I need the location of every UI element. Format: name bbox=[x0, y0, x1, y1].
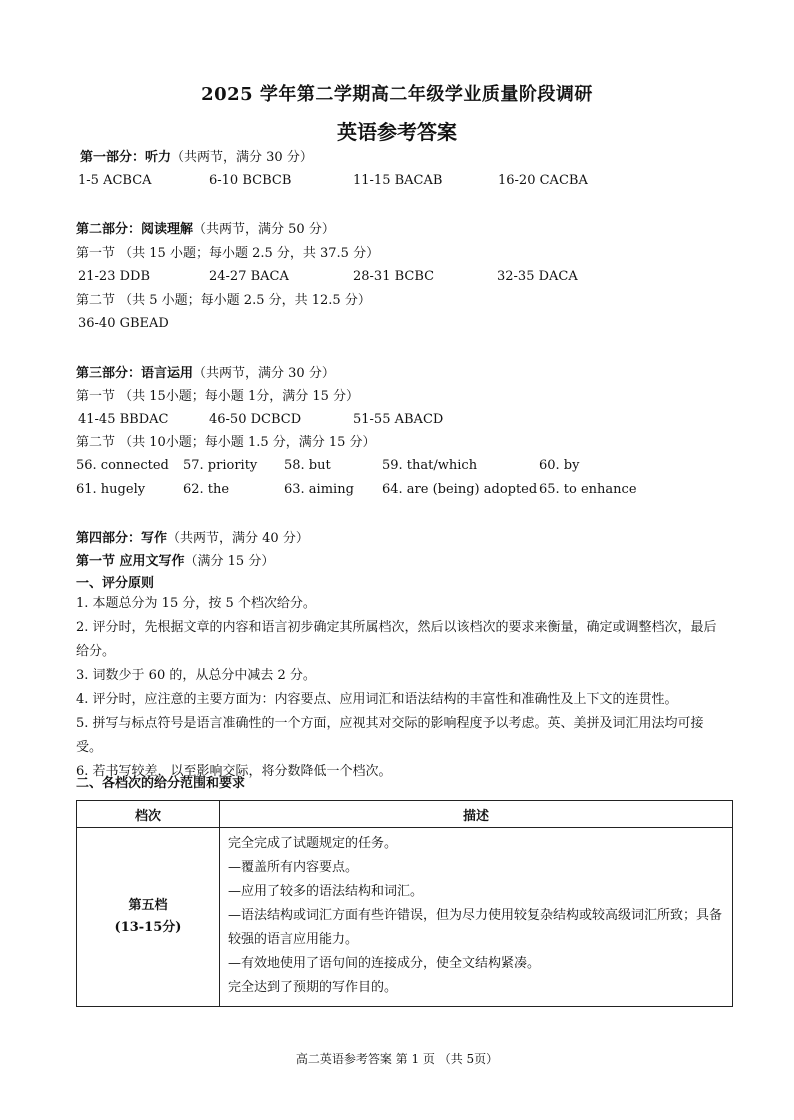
fill-answer: 61. hugely bbox=[76, 482, 146, 497]
level-name: 第五档 bbox=[128, 898, 168, 913]
document-title: 2025 学年第二学期高二年级学业质量阶段调研 bbox=[201, 84, 593, 105]
part1-note: （共两节，满分 30 分） bbox=[171, 150, 313, 165]
fill-answer: 64. are (being) adopted bbox=[382, 482, 538, 497]
part1-heading-line bbox=[80, 150, 313, 166]
answer-group: 6-10 BCBCB bbox=[209, 173, 292, 188]
description-cell bbox=[220, 828, 733, 1007]
part3-note: （共两节，满分 30 分） bbox=[193, 366, 335, 381]
description-line: —语法结构或词汇方面有些许错误，但为尽力使用较复杂结构或较高级词汇所致；具备较强的语言应用能力。 bbox=[228, 908, 723, 947]
description-line: 完全达到了预期的写作目的。 bbox=[228, 980, 398, 995]
part3-section2-heading: 第二节 （共 10小题；每小题 1.5 分，满分 15 分） bbox=[76, 435, 376, 450]
fill-answer: 62. the bbox=[183, 482, 230, 497]
answer-group: 36-40 GBEAD bbox=[78, 316, 169, 331]
answer-group: 21-23 DDB bbox=[78, 269, 151, 284]
description-line: —覆盖所有内容要点。 bbox=[228, 860, 359, 875]
part2-section1-heading: 第一节 （共 15 小题；每小题 2.5 分，共 37.5 分） bbox=[76, 246, 380, 261]
answer-group: 32-35 DACA bbox=[497, 269, 578, 284]
part1-heading: 第一部分：听力 bbox=[80, 150, 172, 165]
part2-section2-heading: 第二节 （共 5 小题；每小题 2.5 分，共 12.5 分） bbox=[76, 293, 371, 308]
scoring-principles-heading: 一、评分原则 bbox=[76, 576, 155, 591]
description-line: 完全完成了试题规定的任务。 bbox=[228, 836, 398, 851]
part3-section2-row2 bbox=[76, 482, 736, 498]
score-level-table bbox=[76, 800, 733, 1007]
part4-section1-heading-line bbox=[76, 554, 274, 570]
part4-note: （共两节，满分 40 分） bbox=[167, 531, 309, 546]
answer-group: 51-55 ABACD bbox=[353, 412, 444, 427]
part2-section2-answers bbox=[78, 316, 738, 332]
part3-section1-heading: 第一节 （共 15小题；每小题 1分，满分 15 分） bbox=[76, 389, 360, 404]
principle-item: 3. 词数少于 60 的，从总分中减去 2 分。 bbox=[76, 668, 316, 683]
principle-item: 1. 本题总分为 15 分，按 5 个档次给分。 bbox=[76, 596, 316, 611]
fill-answer: 57. priority bbox=[183, 458, 258, 473]
part4-heading-line bbox=[76, 531, 309, 547]
score-ranges-heading: 二、各档次的给分范围和要求 bbox=[76, 776, 246, 791]
fill-answer: 65. to enhance bbox=[539, 482, 637, 497]
answer-group: 16-20 CACBA bbox=[498, 173, 588, 188]
level-column-header: 档次 bbox=[77, 801, 220, 828]
answer-group: 1-5 ACBCA bbox=[78, 173, 152, 188]
fill-answer: 58. but bbox=[284, 458, 331, 473]
description-column-header: 描述 bbox=[220, 801, 733, 828]
principle-item: 4. 评分时，应注意的主要方面为：内容要点、应用词汇和语法结构的丰富性和准确性及上下文的连贯性。 bbox=[76, 692, 678, 707]
part2-section1-answers bbox=[78, 269, 738, 285]
table-row bbox=[77, 828, 733, 1007]
part2-note: （共两节，满分 50 分） bbox=[193, 222, 335, 237]
description-line: —应用了较多的语法结构和词汇。 bbox=[228, 884, 424, 899]
principle-item: 6. 若书写较差，以至影响交际，将分数降低一个档次。 bbox=[76, 764, 392, 779]
part1-answers-row bbox=[78, 173, 738, 189]
answer-group: 41-45 BBDAC bbox=[78, 412, 169, 427]
part4-section1-heading: 第一节 应用文写作 bbox=[76, 554, 185, 569]
answer-group: 46-50 DCBCD bbox=[209, 412, 302, 427]
level-range: (13-15分) bbox=[114, 920, 182, 935]
principle-item: 5. 拼写与标点符号是语言准确性的一个方面，应视其对交际的影响程度予以考虑。英、美拼及词汇用法均可接受。 bbox=[76, 716, 704, 755]
part3-heading: 第三部分：语言运用 bbox=[76, 366, 194, 381]
answer-group: 24-27 BACA bbox=[209, 269, 289, 284]
part3-heading-line bbox=[76, 366, 335, 382]
part4-section1-note: （满分 15 分） bbox=[184, 554, 275, 569]
description-line: —有效地使用了语句间的连接成分，使全文结构紧凑。 bbox=[228, 956, 541, 971]
scoring-principles-list bbox=[76, 592, 726, 784]
level-cell bbox=[77, 828, 220, 1007]
table-header-row bbox=[77, 801, 733, 828]
part2-heading-line bbox=[76, 222, 335, 238]
page-footer: 高二英语参考答案 第 1 页 （共 5页） bbox=[295, 1052, 499, 1066]
principle-item: 2. 评分时，先根据文章的内容和语言初步确定其所属档次，然后以该档次的要求来衡量，确定或调整档次，最后给分。 bbox=[76, 620, 717, 659]
part4-heading: 第四部分：写作 bbox=[76, 531, 168, 546]
part3-section1-answers bbox=[78, 412, 738, 428]
document-subtitle: 英语参考答案 bbox=[337, 120, 457, 144]
part2-heading: 第二部分：阅读理解 bbox=[76, 222, 194, 237]
fill-answer: 59. that/which bbox=[382, 458, 478, 473]
answer-group: 28-31 BCBC bbox=[353, 269, 435, 284]
answer-group: 11-15 BACAB bbox=[353, 173, 443, 188]
fill-answer: 63. aiming bbox=[284, 482, 354, 497]
fill-answer: 60. by bbox=[539, 458, 580, 473]
fill-answer: 56. connected bbox=[76, 458, 169, 473]
part3-section2-row1 bbox=[76, 458, 736, 474]
